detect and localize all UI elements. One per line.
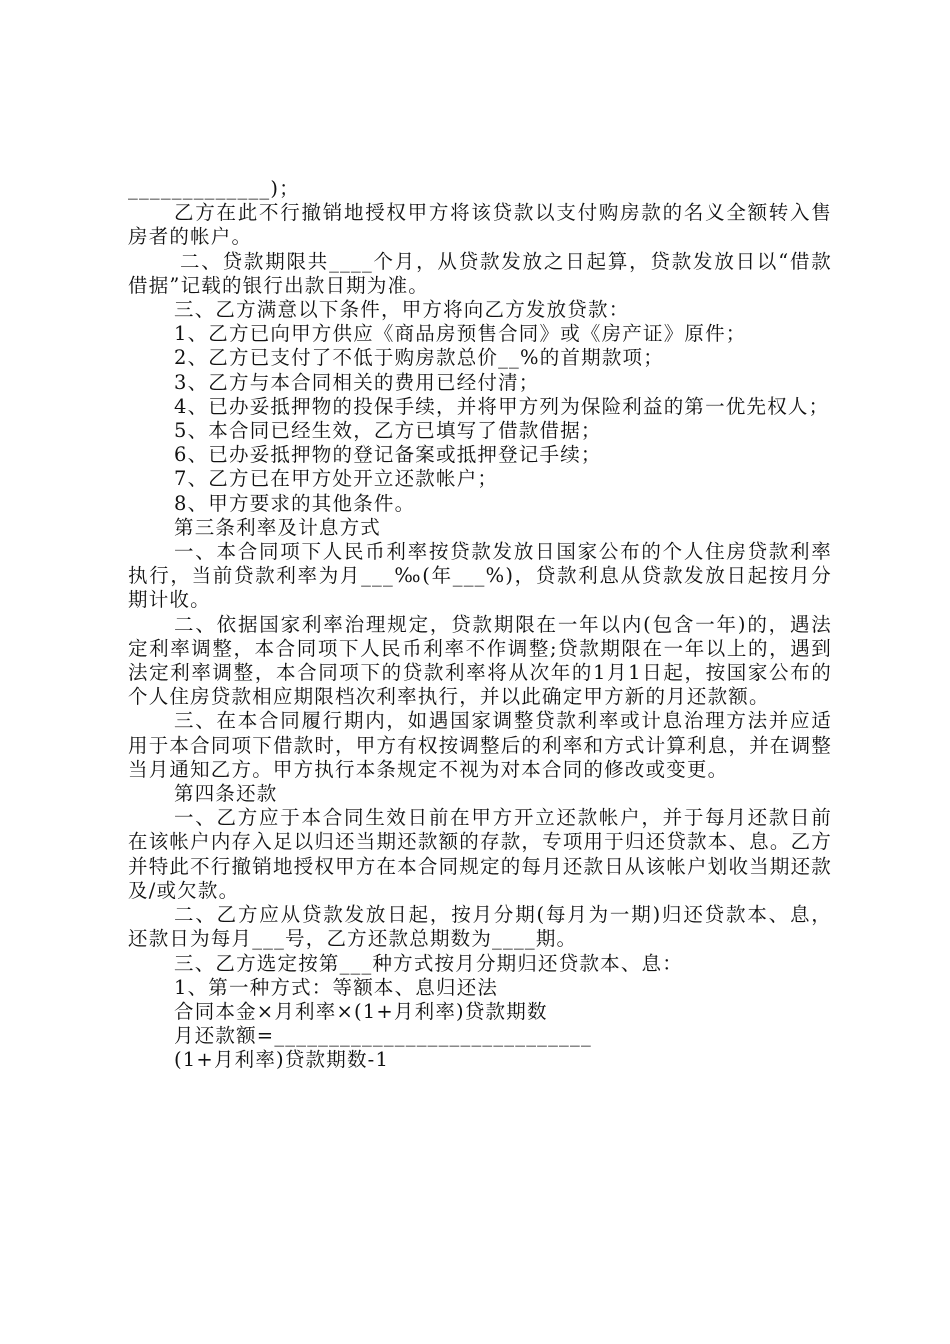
list-item: 8、甲方要求的其他条件。	[174, 491, 416, 515]
paragraph: 二、乙方应从贷款发放日起，按月分期(每月为一期)归还贷款本、息，还款日为每月___号，乙方还款总期数为____期。	[128, 903, 832, 951]
paragraph: 二、依据国家利率治理规定，贷款期限在一年以内(包含一年)的，遇法定利率调整，本合同项下人民币利率不作调整;贷款期限在一年以上的，遇到法定利率调整，本合同项下的贷款利率将从次年的1月1日起，按国家公布的个人住房贷款相应期限档次利率执行，并以此确定甲方新的月还款额。	[128, 612, 832, 709]
paragraph: 三、乙方选定按第___种方式按月分期归还贷款本、息：	[174, 951, 683, 975]
list-item: 2、乙方已支付了不低于购房款总价__%的首期款项；	[174, 346, 664, 370]
list-item: 1、乙方已向甲方供应《商品房预售合同》或《房产证》原件；	[174, 322, 747, 346]
list-item: 6、已办妥抵押物的登记备案或抵押登记手续；	[174, 443, 602, 467]
paragraph: _____________)；	[128, 177, 300, 200]
list-item: 5、本合同已经生效，乙方已填写了借款借据；	[174, 419, 602, 443]
list-item: 3、乙方与本合同相关的费用已经付清；	[174, 370, 540, 394]
list-item: 4、已办妥抵押物的投保手续，并将甲方列为保险利益的第一优先权人；	[174, 394, 830, 418]
paragraph: 一、本合同项下人民币利率按贷款发放日国家公布的个人住房贷款利率执行，当前贷款利率为月___‰(年___%)，贷款利息从贷款发放日起按月分期计收。	[128, 540, 832, 612]
document-body	[128, 177, 832, 1073]
formula-numerator: 合同本金×月利率×(1+月利率)贷款期数	[174, 999, 548, 1023]
paragraph: 乙方在此不行撤销地授权甲方将该贷款以支付购房款的名义全额转入售房者的帐户。	[128, 201, 832, 249]
list-item: 1、第一种方式：等额本、息归还法	[174, 975, 499, 999]
section-heading: 第三条利率及计息方式	[174, 515, 382, 539]
list-item: 7、乙方已在甲方处开立还款帐户；	[174, 467, 499, 491]
section-heading: 第四条还款	[174, 782, 278, 806]
formula-denominator: (1+月利率)贷款期数-1	[174, 1048, 390, 1072]
paragraph: 三、在本合同履行期内，如遇国家调整贷款利率或计息治理方法并应适用于本合同项下借款时，甲方有权按调整后的利率和方式计算利息，并在调整当月通知乙方。甲方执行本条规定不视为对本合同的修改或变更。	[128, 709, 832, 781]
paragraph: 一、乙方应于本合同生效日前在甲方开立还款帐户，并于每月还款日前在该帐户内存入足以归还当期还款额的存款，专项用于归还贷款本、息。乙方并特此不行撤销地授权甲方在本合同规定的每月还款日从该帐户划收当期还款及/或欠款。	[128, 806, 832, 902]
paragraph: 三、乙方满意以下条件，甲方将向乙方发放贷款：	[174, 298, 630, 322]
formula-line: 月还款额=_____________________________	[174, 1024, 592, 1048]
paragraph: 二、贷款期限共____个月，从贷款发放之日起算，贷款发放日以“借款借据”记载的银行出款日期为准。	[128, 249, 832, 297]
